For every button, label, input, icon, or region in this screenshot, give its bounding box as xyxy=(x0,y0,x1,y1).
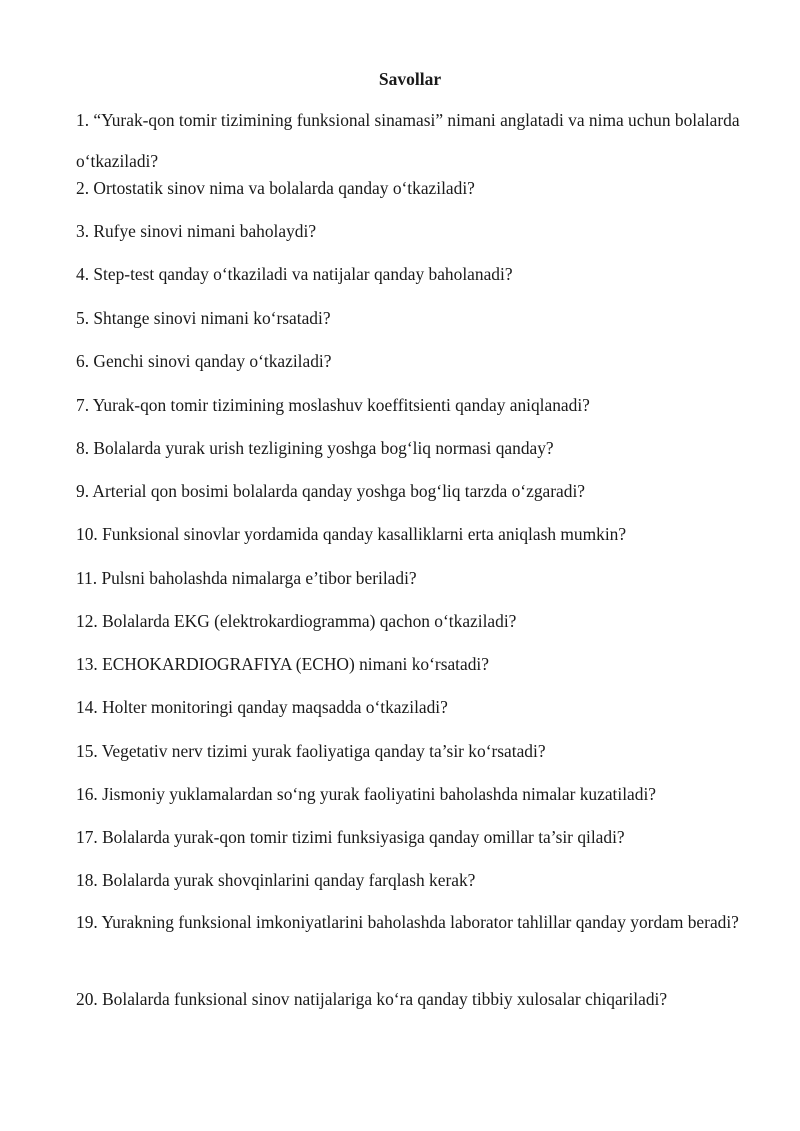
question-6: 6. Genchi sinovi qanday o‘tkaziladi? xyxy=(76,351,332,371)
question-14: 14. Holter monitoringi qanday maqsadda o‘tkaziladi? xyxy=(76,697,448,717)
question-20: 20. Bolalarda funksional sinov natijalariga ko‘ra qanday tibbiy xulosalar chiqariladi? xyxy=(76,989,668,1009)
question-11: 11. Pulsni baholashda nimalarga e’tibor beriladi? xyxy=(76,568,417,588)
question-2: 2. Ortostatik sinov nima va bolalarda qanday o‘tkaziladi? xyxy=(76,178,475,198)
question-5: 5. Shtange sinovi nimani ko‘rsatadi? xyxy=(76,308,331,328)
question-17: 17. Bolalarda yurak-qon tomir tizimi funksiyasiga qanday omillar ta’sir qiladi? xyxy=(76,827,625,847)
question-16: 16. Jismoniy yuklamalardan so‘ng yurak faoliyatini baholashda nimalar kuzatiladi? xyxy=(76,784,657,804)
question-7: 7. Yurak-qon tomir tizimining moslashuv koeffitsienti qanday aniqlanadi? xyxy=(76,395,590,415)
question-12: 12. Bolalarda EKG (elektrokardiogramma) qachon o‘tkaziladi? xyxy=(76,611,517,631)
question-3: 3. Rufye sinovi nimani baholaydi? xyxy=(76,221,317,241)
question-9: 9. Arterial qon bosimi bolalarda qanday yoshga bog‘liq tarzda o‘zgaradi? xyxy=(76,481,585,501)
question-15: 15. Vegetativ nerv tizimi yurak faoliyatiga qanday ta’sir ko‘rsatadi? xyxy=(76,741,546,761)
question-19: 19. Yurakning funksional imkoniyatlarini baholashda laborator tahlillar qanday yordam beradi? xyxy=(76,912,739,932)
question-4: 4. Step-test qanday o‘tkaziladi va natijalar qanday baholanadi? xyxy=(76,264,513,284)
question-10: 10. Funksional sinovlar yordamida qanday kasalliklarni erta aniqlash mumkin? xyxy=(76,524,627,544)
question-18: 18. Bolalarda yurak shovqinlarini qanday farqlash kerak? xyxy=(76,870,476,890)
page-title: Savollar xyxy=(378,69,442,89)
question-1: 1. “Yurak-qon tomir tizimining funksional sinamasi” nimani anglatadi va nima uchun bolalarda o‘tkaziladi? xyxy=(76,110,740,171)
question-13: 13. ECHOKARDIOGRAFIYA (ECHO) nimani ko‘rsatadi? xyxy=(76,654,489,674)
question-8: 8. Bolalarda yurak urish tezligining yoshga bog‘liq normasi qanday? xyxy=(76,438,554,458)
